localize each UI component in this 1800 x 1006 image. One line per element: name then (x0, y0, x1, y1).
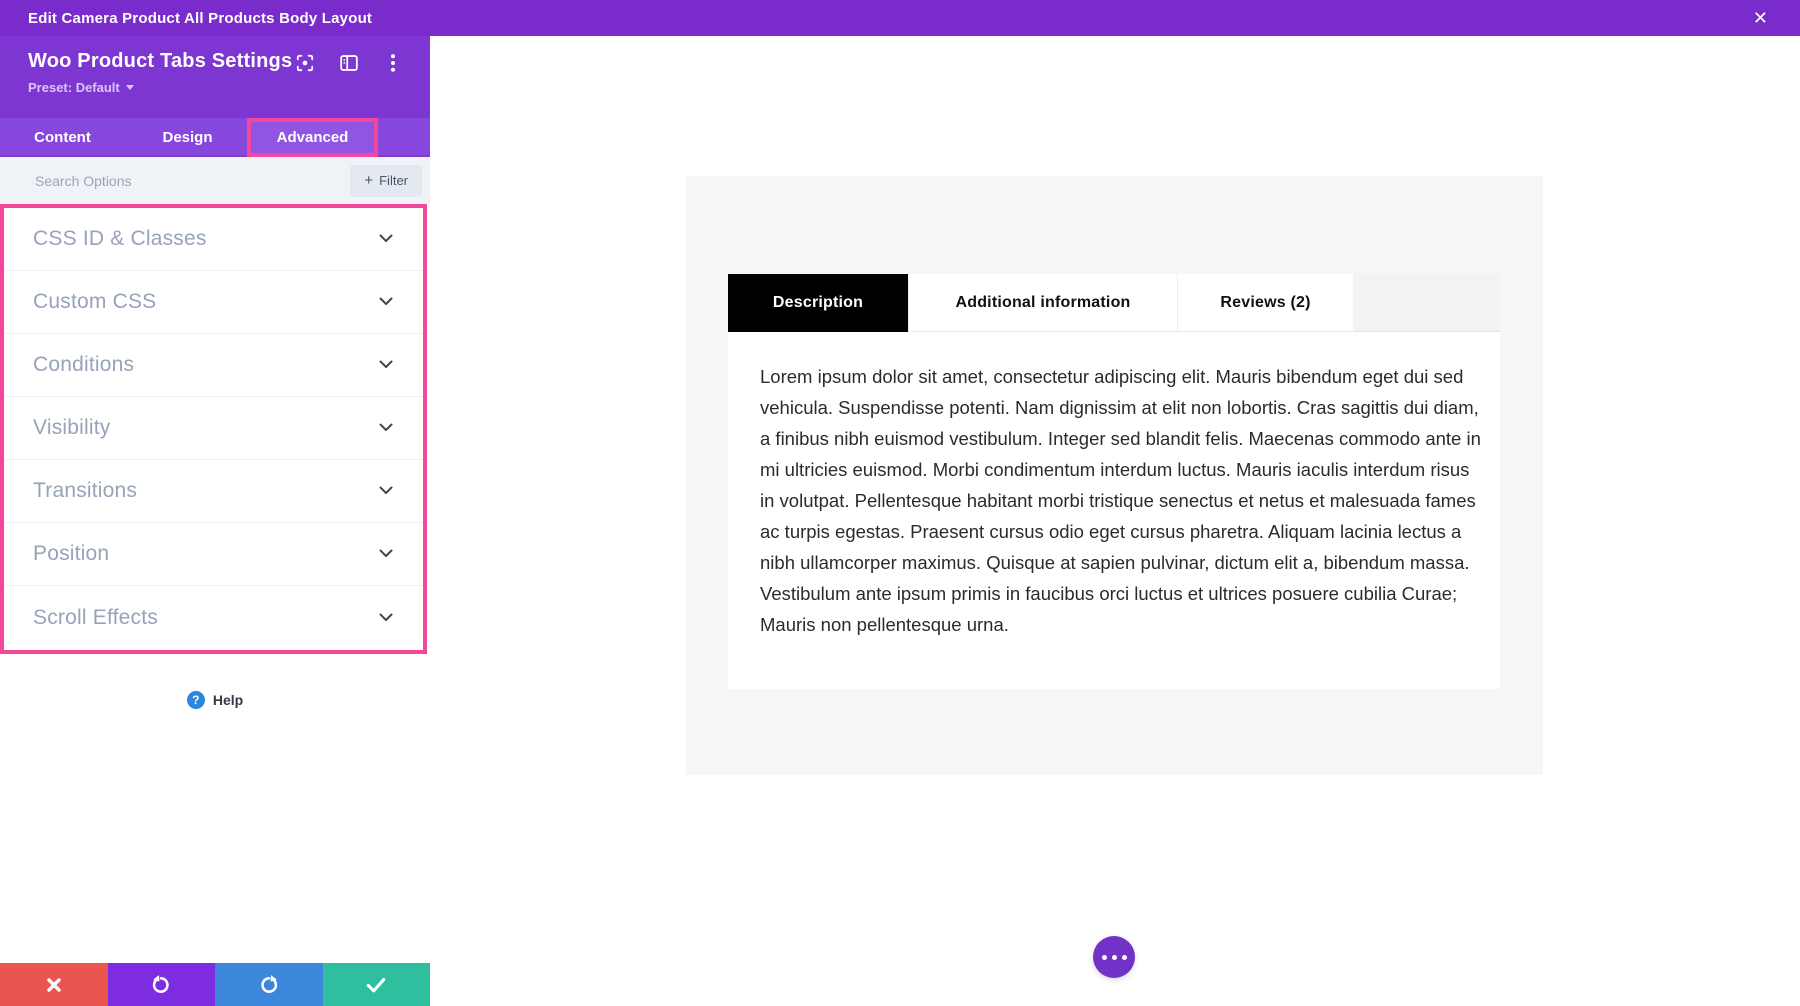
product-tab-content (728, 332, 1500, 640)
redo-button[interactable] (215, 963, 323, 1006)
caret-down-icon (126, 85, 134, 90)
product-tab-reviews[interactable]: Reviews (2) (1177, 274, 1353, 332)
section-label: CSS ID & Classes (33, 227, 207, 250)
filter-button-label: Filter (379, 173, 408, 188)
description-paragraph: Lorem ipsum dolor sit amet, consectetur adipiscing elit. Mauris bibendum eget dui sed vehicula. Suspendisse potenti. Nam dignissim at elit non lobortis. Cras sagittis dui diam, a finibus nibh euismod vestibulum. Integer sed blandit felis. Maecenas commodo ante in mi ultricies euismod. Morbi condimentum interdum luctus. Mauris iaculis interdum risus in volutpat. Pellentesque habitant morbi tristique senectus et netus et malesuada fames ac turpis egestas. Praesent cursus odio eget cursus pharetra. Aliquam lacinia lectus a nibh ullamcorper maximus. Quisque at sapien pulvinar, dictum elit a, bibendum massa. Vestibulum ante ipsum primis in faucibus orci luctus et ultrices posuere cubilia Curae; Mauris non pellentesque urna. (760, 366, 1481, 635)
header-icon-group (296, 54, 402, 72)
focus-preview-icon[interactable] (296, 54, 314, 72)
preset-selector[interactable] (28, 80, 406, 95)
search-input[interactable] (33, 172, 283, 190)
section-css-id-classes[interactable] (4, 208, 423, 271)
tab-advanced-wrap (250, 118, 375, 157)
ellipsis-dot (1112, 955, 1117, 960)
split-view-icon[interactable] (340, 54, 358, 72)
preview-canvas (430, 36, 1800, 1006)
section-custom-css[interactable] (4, 271, 423, 334)
product-tabs-module (686, 176, 1543, 775)
close-icon[interactable]: ✕ (1752, 8, 1768, 28)
product-tab-additional-information[interactable]: Additional information (908, 274, 1177, 332)
chevron-down-icon (379, 230, 393, 248)
check-icon (366, 976, 386, 994)
search-options-row (0, 157, 430, 204)
help-link[interactable] (0, 691, 430, 709)
save-button[interactable] (323, 963, 431, 1006)
chevron-down-icon (379, 609, 393, 627)
top-bar (0, 0, 1800, 36)
plus-icon: + (364, 172, 374, 189)
section-visibility[interactable] (4, 397, 423, 460)
help-icon: ? (187, 691, 205, 709)
filter-button[interactable] (350, 165, 422, 197)
section-label: Position (33, 542, 110, 565)
tab-design[interactable]: Design (162, 129, 213, 146)
x-icon (46, 977, 62, 993)
settings-tab-bar (0, 118, 430, 157)
section-label: Visibility (33, 416, 111, 439)
ellipsis-dot (1102, 955, 1107, 960)
product-tab-description[interactable]: Description (728, 274, 908, 332)
section-label: Scroll Effects (33, 605, 158, 629)
tab-advanced[interactable]: Advanced (250, 118, 375, 157)
section-transitions[interactable] (4, 460, 423, 523)
section-scroll-effects[interactable] (4, 586, 423, 649)
redo-icon (258, 974, 280, 996)
advanced-options-accordion (0, 204, 427, 654)
section-position[interactable] (4, 523, 423, 586)
section-label: Transitions (33, 479, 138, 502)
ellipsis-dot (1122, 955, 1127, 960)
settings-title: Woo Product Tabs Settings (28, 50, 293, 72)
panel-action-bar (0, 963, 430, 1006)
tab-content[interactable]: Content (34, 129, 91, 146)
section-label: Conditions (33, 353, 135, 376)
help-label: Help (212, 692, 244, 708)
preset-label: Preset: Default (28, 80, 120, 95)
page-title: Edit Camera Product All Products Body Layout (28, 9, 373, 27)
section-conditions[interactable] (4, 334, 423, 397)
undo-button[interactable] (108, 963, 216, 1006)
undo-icon (150, 974, 172, 996)
section-label: Custom CSS (33, 290, 157, 313)
product-tabs-card (728, 274, 1500, 689)
chevron-down-icon (379, 419, 393, 437)
chevron-down-icon (379, 356, 393, 374)
chevron-down-icon (379, 545, 393, 563)
chevron-down-icon (379, 482, 393, 500)
settings-panel-header (0, 36, 430, 118)
product-tab-bar (728, 274, 1500, 332)
settings-panel (0, 36, 430, 1006)
chevron-down-icon (379, 293, 393, 311)
more-options-button[interactable] (1093, 936, 1135, 978)
product-tab-bar-filler (1353, 274, 1500, 332)
kebab-menu-icon[interactable] (384, 54, 402, 72)
discard-button[interactable] (0, 963, 108, 1006)
